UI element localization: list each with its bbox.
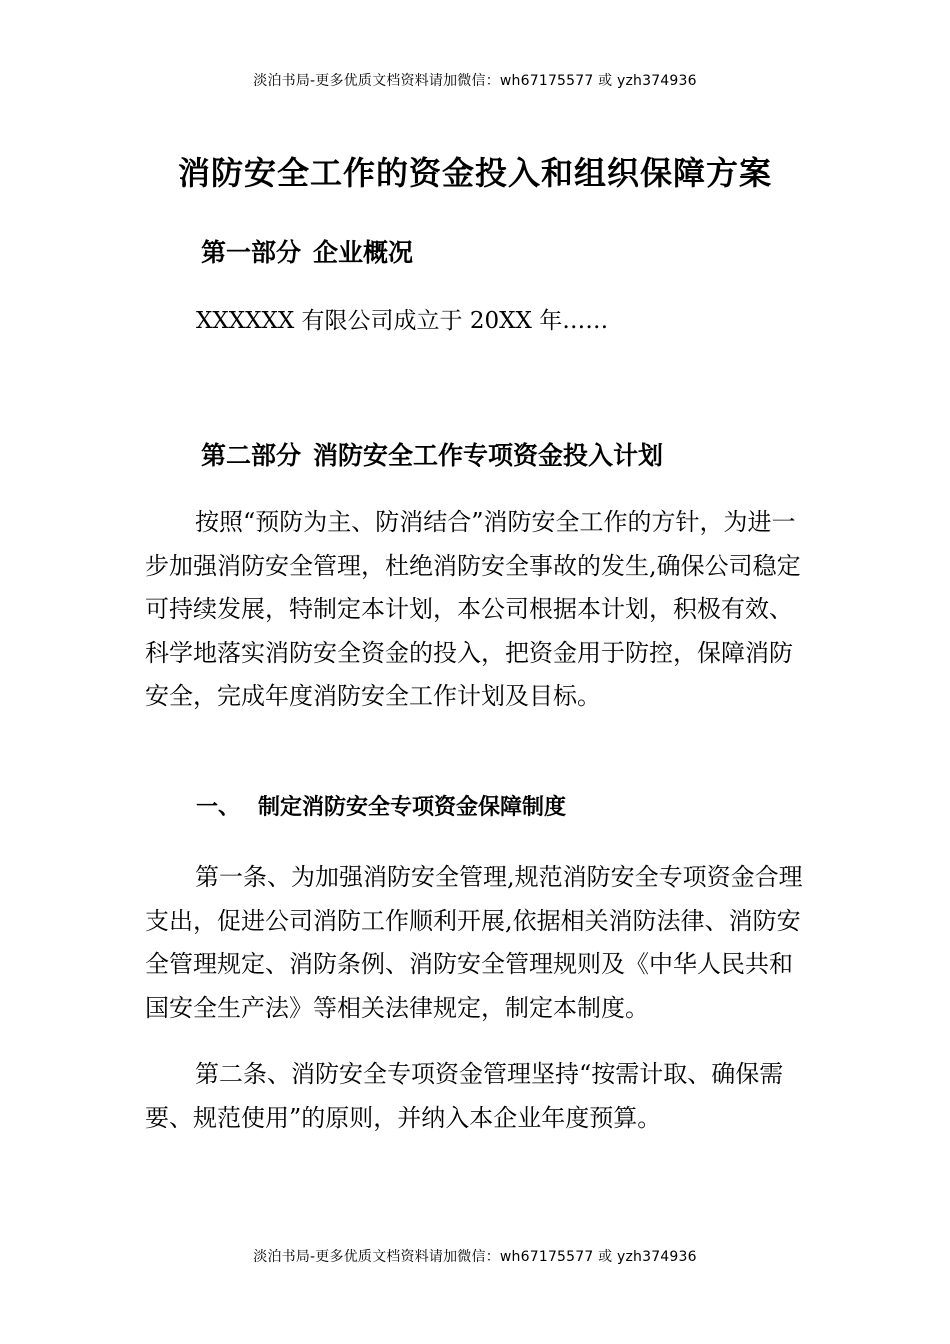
part1-label: 第一部分 <box>201 238 302 267</box>
section1-heading <box>196 790 566 821</box>
document-title: 消防安全工作的资金投入和组织保障方案 <box>177 154 772 192</box>
part1-heading <box>201 233 413 269</box>
page-header: 淡泊书局-更多优质文档资料请加微信：wh67175577 或 yzh374936 <box>253 73 697 89</box>
article-1: 第一条、为加强消防安全管理,规范消防安全专项资金合理支出，促进公司消防工作顺利开展,依据相关消防法律、消防安全管理规定、消防条例、消防安全管理规则及《中华人民共和国安全生产法》等相关法律规定，制定本制度。 <box>145 863 803 1022</box>
part2-heading <box>201 436 663 472</box>
section1-number: 一、 <box>196 795 241 820</box>
section1-title: 制定消防安全专项资金保障制度 <box>258 795 567 820</box>
part2-paragraph: 按照“预防为主、防消结合”消防安全工作的方针，为进一步加强消防安全管理，杜绝消防安全事故的发生,确保公司稳定可持续发展，特制定本计划，本公司根据本计划，积极有效、科学地落实消防安全资金的投入，把资金用于防控，保障消防安全，完成年度消防安全工作计划及目标。 <box>145 508 801 710</box>
part2-title: 消防安全工作专项资金投入计划 <box>313 441 664 470</box>
part1-title: 企业概况 <box>313 238 414 267</box>
article-2: 第二条、消防安全专项资金管理坚持“按需计取、确保需要、规范使用”的原则，并纳入本企业年度预算。 <box>145 1060 784 1132</box>
part2-label: 第二部分 <box>201 441 302 470</box>
part1-intro: XXXXXX 有限公司成立于 20XX 年…… <box>196 308 609 334</box>
page-footer: 淡泊书局-更多优质文档资料请加微信：wh67175577 或 yzh374936 <box>253 1249 697 1265</box>
